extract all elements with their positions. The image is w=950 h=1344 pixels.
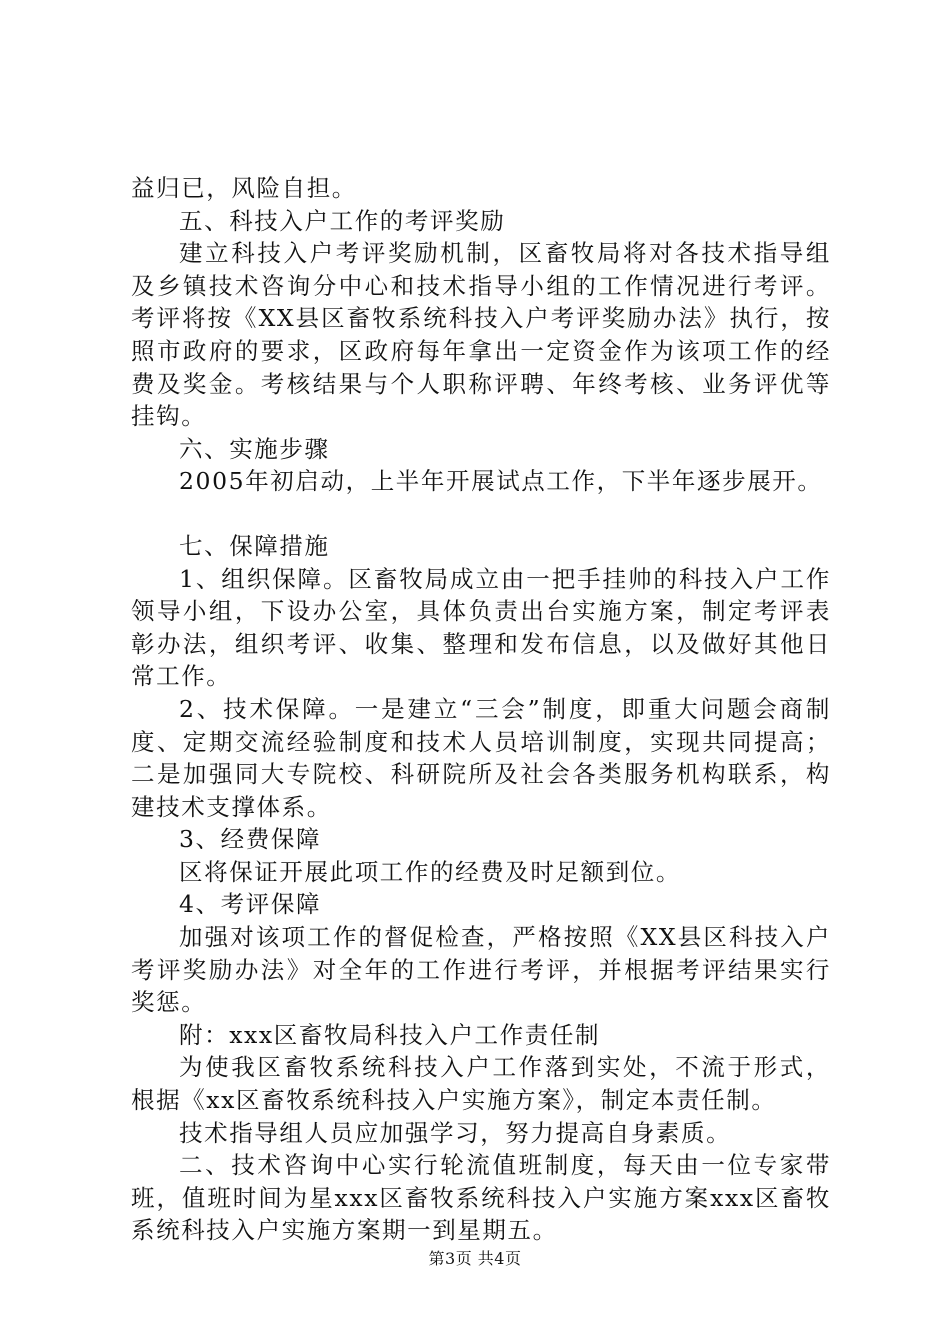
paragraph-evaluation-mechanism: 建立科技入户考评奖励机制，区畜牧局将对各技术指导组及乡镇技术咨询分中心和技术指导小组的工作情况进行考评。考评将按《XX县区畜牧系统科技入户考评奖励办法》执行，按照市政府的要求，区政府每年拿出一定资金作为该项工作的经费及奖金。考核结果与个人职称评聘、年终考核、业务评优等挂钩。: [131, 239, 831, 431]
paragraph-spacer: [131, 498, 831, 530]
paragraph-continuation: 益归已，风险自担。: [131, 174, 357, 202]
paragraph-organizational-safeguard: 1、组织保障。区畜牧局成立由一把手挂帅的科技入户工作领导小组，下设办公室，具体负责出台实施方案，制定考评表彰办法，组织考评、收集、整理和发布信息，以及做好其他日常工作。: [131, 564, 831, 691]
section-heading-implementation-steps: 六、实施步骤: [179, 434, 330, 463]
subheading-evaluation-safeguard: 4、考评保障: [179, 890, 322, 919]
section-heading-safeguards: 七、保障措施: [179, 531, 330, 560]
subheading-funding-safeguard: 3、经费保障: [179, 825, 322, 854]
paragraph-evaluation-safeguard: 加强对该项工作的督促检查，严格按照《XX县区科技入户考评奖励办法》对全年的工作进行考评，并根据考评结果实行奖惩。: [131, 923, 831, 1017]
page-number-footer: 第3页 共4页: [428, 1249, 522, 1268]
paragraph-implementation-timeline: 2005年初启动，上半年开展试点工作，下半年逐步展开。: [179, 467, 823, 496]
paragraph-technical-safeguard: 2、技术保障。一是建立“三会”制度，即重大问题会商制度、定期交流经验制度和技术人员培训制度，实现共同提高；二是加强同大专院校、科研院所及社会各类服务机构联系，构建技术支撑体系。: [131, 694, 831, 821]
paragraph-staff-learning: 技术指导组人员应加强学习，努力提高自身素质。: [179, 1118, 732, 1147]
paragraph-funding-safeguard: 区将保证开展此项工作的经费及时足额到位。: [179, 857, 681, 886]
paragraph-duty-rotation: 二、技术咨询中心实行轮流值班制度，每天由一位专家带班，值班时间为星xxx区畜牧系统科技入户实施方案xxx区畜牧系统科技入户实施方案期一到星期五。: [131, 1151, 831, 1245]
appendix-heading: 附：xxx区畜牧局科技入户工作责任制: [179, 1020, 601, 1049]
section-heading-evaluation-rewards: 五、科技入户工作的考评奖励: [179, 206, 506, 235]
document-body: [131, 172, 831, 1247]
paragraph-appendix-purpose: 为使我区畜牧系统科技入户工作落到实处，不流于形式，根据《xx区畜牧系统科技入户实施方案》，制定本责任制。: [131, 1053, 831, 1115]
